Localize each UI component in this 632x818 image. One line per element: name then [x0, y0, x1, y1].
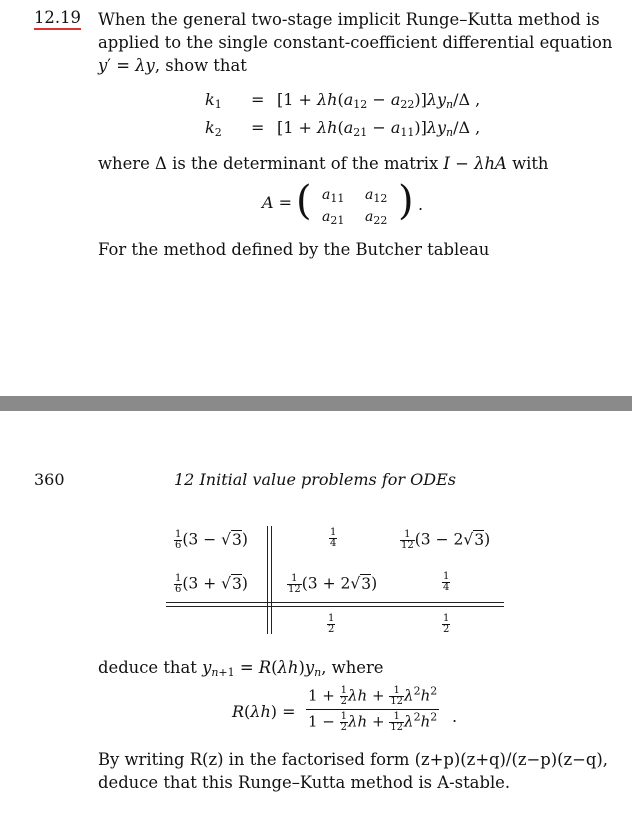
tableau-a12: $\frac{1}{12}$ (3 − 2√3) — [401, 529, 491, 551]
deduce-line: deduce that $y_{n+1} = R(\lambda h)y_n$, where — [98, 658, 384, 679]
r-numerator: 1 + $\frac{1}{2}$ λh + $\frac{1}{12}$ $\lambda^2h^2$ — [308, 684, 438, 707]
equation-k1: $k_1$ = $[1 + \lambda h(a_{12} - a_{22})]\lambda y_n/\Delta$ , — [205, 90, 481, 111]
intro-line-3: y′ = λy, show that — [98, 56, 247, 75]
exercise-number: 12.19 — [34, 8, 81, 27]
intro-line-1: When the general two-stage implicit Runge–Kutta method is — [98, 10, 600, 29]
r-denominator: 1 − $\frac{1}{2}$ λh + $\frac{1}{12}$ $\lambda^2h^2$ — [308, 710, 438, 733]
matrix-left-paren: ( — [296, 178, 312, 224]
intro-line-2: applied to the single constant-coefficient differential equation — [98, 33, 613, 52]
tableau-hline-2 — [166, 606, 504, 607]
page-number: 360 — [34, 470, 65, 489]
tableau-intro: For the method defined by the Butcher tableau — [98, 240, 490, 259]
closing-line-1: By writing R(z) in the factorised form (z+p)(z+q)/(z−p)(z−q), — [98, 750, 608, 769]
page-break-divider — [0, 396, 632, 411]
matrix-a21: $a_{21}$ — [322, 209, 345, 227]
matrix-right-paren: ) — [398, 178, 414, 224]
tableau-a22: $\frac{1}{4}$ — [443, 571, 450, 593]
tableau-vline-2 — [271, 526, 272, 634]
tableau-hline-1 — [166, 602, 504, 603]
tableau-c2: $\frac{1}{6}$ (3 + √3) — [175, 573, 248, 595]
where-determinant-line: where Δ is the determinant of the matrix I − λhA with — [98, 154, 549, 173]
matrix-period: . — [418, 195, 424, 214]
r-lambda-h-label: R(λh) = — [232, 702, 296, 721]
r-period: . — [452, 707, 458, 726]
matrix-a11: $a_{11}$ — [322, 187, 345, 205]
tableau-b1: $\frac{1}{2}$ — [328, 613, 335, 635]
r-fraction — [306, 686, 439, 733]
matrix-a-label: A = — [262, 193, 293, 212]
running-header: 12 Initial value problems for ODEs — [174, 470, 456, 489]
tableau-a21: $\frac{1}{12}$ (3 + 2√3) — [288, 573, 378, 595]
tableau-c1: $\frac{1}{6}$ (3 − √3) — [175, 529, 248, 551]
matrix-a22: $a_{22}$ — [365, 209, 388, 227]
tableau-vline-1 — [267, 526, 268, 634]
equation-k2: $k_2$ = $[1 + \lambda h(a_{21} - a_{11})]\lambda y_n/\Delta$ , — [205, 118, 481, 139]
tableau-b2: $\frac{1}{2}$ — [443, 613, 450, 635]
matrix-a12: $a_{12}$ — [365, 187, 388, 205]
closing-line-2: deduce that this Runge–Kutta method is A-stable. — [98, 773, 511, 792]
tableau-a11: $\frac{1}{4}$ — [330, 527, 337, 549]
